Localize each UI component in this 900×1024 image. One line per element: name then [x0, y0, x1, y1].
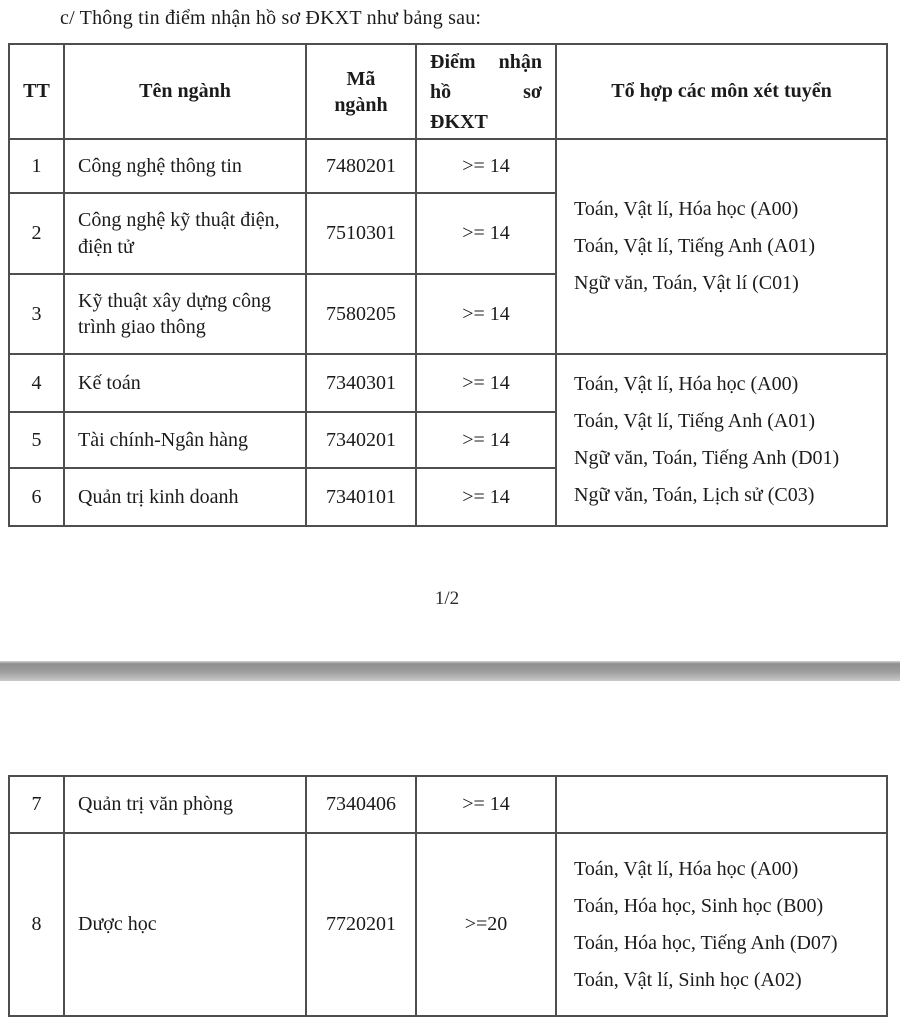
combo-line: Ngữ văn, Toán, Vật lí (C01)	[574, 272, 799, 294]
admission-table-page1	[8, 43, 888, 527]
cell-major-name: Quản trị văn phòng	[64, 776, 306, 833]
combo-line: Toán, Vật lí, Hóa học (A00)	[574, 198, 799, 220]
cell-score: >= 14	[416, 354, 556, 412]
cell-tt: 3	[9, 274, 64, 354]
cell-major-name: Tài chính-Ngân hàng	[64, 412, 306, 468]
cell-score: >=20	[416, 833, 556, 1016]
cell-tt: 2	[9, 193, 64, 274]
cell-major-code: 7720201	[306, 833, 416, 1016]
diem-header-line1: Điểm nhận	[430, 50, 542, 73]
combo-line: Toán, Vật lí, Hóa học (A00)	[574, 373, 799, 395]
cell-tt: 5	[9, 412, 64, 468]
diem-header-line2: hồ sơ	[430, 80, 542, 103]
cell-score: >= 14	[416, 193, 556, 274]
cell-score: >= 14	[416, 468, 556, 526]
combo-line: Toán, Vật lí, Sinh học (A02)	[574, 968, 802, 991]
cell-tt: 6	[9, 468, 64, 526]
col-header-tt: TT	[9, 44, 64, 139]
combo-line: Toán, Hóa học, Sinh học (B00)	[574, 894, 824, 917]
cell-score: >= 14	[416, 776, 556, 833]
table-row	[9, 776, 887, 833]
admission-table-page2	[8, 775, 888, 1017]
combo-line: Ngữ văn, Toán, Lịch sử (C03)	[574, 484, 815, 506]
section-heading: c/ Thông tin điểm nhận hồ sơ ĐKXT như bảng sau:	[60, 7, 482, 29]
cell-major-name: Kỹ thuật xây dựng công trình giao thông	[64, 274, 306, 354]
cell-major-code: 7340201	[306, 412, 416, 468]
cell-major-code: 7580205	[306, 274, 416, 354]
diem-header-line3: ĐKXT	[430, 110, 488, 133]
table-row	[9, 833, 887, 1016]
col-header-ma-nganh-text: Mã ngành	[334, 67, 388, 116]
combo-line: Toán, Vật lí, Tiếng Anh (A01)	[574, 235, 816, 257]
cell-major-name: Công nghệ thông tin	[64, 139, 306, 193]
cell-major-code: 7340101	[306, 468, 416, 526]
cell-combinations-row-8	[556, 833, 887, 1016]
cell-major-name: Công nghệ kỹ thuật điện, điện tử	[64, 193, 306, 274]
cell-tt: 1	[9, 139, 64, 193]
cell-tt: 8	[9, 833, 64, 1016]
cell-major-name: Kế toán	[64, 354, 306, 412]
cell-major-code: 7340406	[306, 776, 416, 833]
combo-line: Toán, Vật lí, Tiếng Anh (A01)	[574, 410, 816, 432]
cell-major-code: 7340301	[306, 354, 416, 412]
cell-combinations-rows-1-3	[556, 139, 887, 354]
cell-combinations-rows-4-6	[556, 354, 887, 526]
page-number: 1/2	[434, 588, 460, 609]
combo-line: Ngữ văn, Toán, Tiếng Anh (D01)	[574, 447, 840, 469]
cell-major-code: 7510301	[306, 193, 416, 274]
cell-combinations-row-7-empty	[556, 776, 887, 833]
page-break-divider	[0, 661, 900, 681]
cell-tt: 7	[9, 776, 64, 833]
col-header-diem-nhan-ho-so	[416, 44, 556, 139]
col-header-ma-nganh	[306, 44, 416, 139]
col-header-to-hop: Tổ hợp các môn xét tuyển	[556, 44, 887, 139]
combo-line: Toán, Vật lí, Hóa học (A00)	[574, 857, 799, 880]
table-header-row	[9, 44, 887, 139]
combo-line: Toán, Hóa học, Tiếng Anh (D07)	[574, 931, 838, 954]
col-header-ten-nganh: Tên ngành	[64, 44, 306, 139]
table-row	[9, 354, 887, 412]
cell-tt: 4	[9, 354, 64, 412]
cell-score: >= 14	[416, 412, 556, 468]
cell-major-name: Quản trị kinh doanh	[64, 468, 306, 526]
cell-score: >= 14	[416, 139, 556, 193]
cell-major-code: 7480201	[306, 139, 416, 193]
cell-score: >= 14	[416, 274, 556, 354]
table-row	[9, 139, 887, 193]
cell-major-name: Dược học	[64, 833, 306, 1016]
